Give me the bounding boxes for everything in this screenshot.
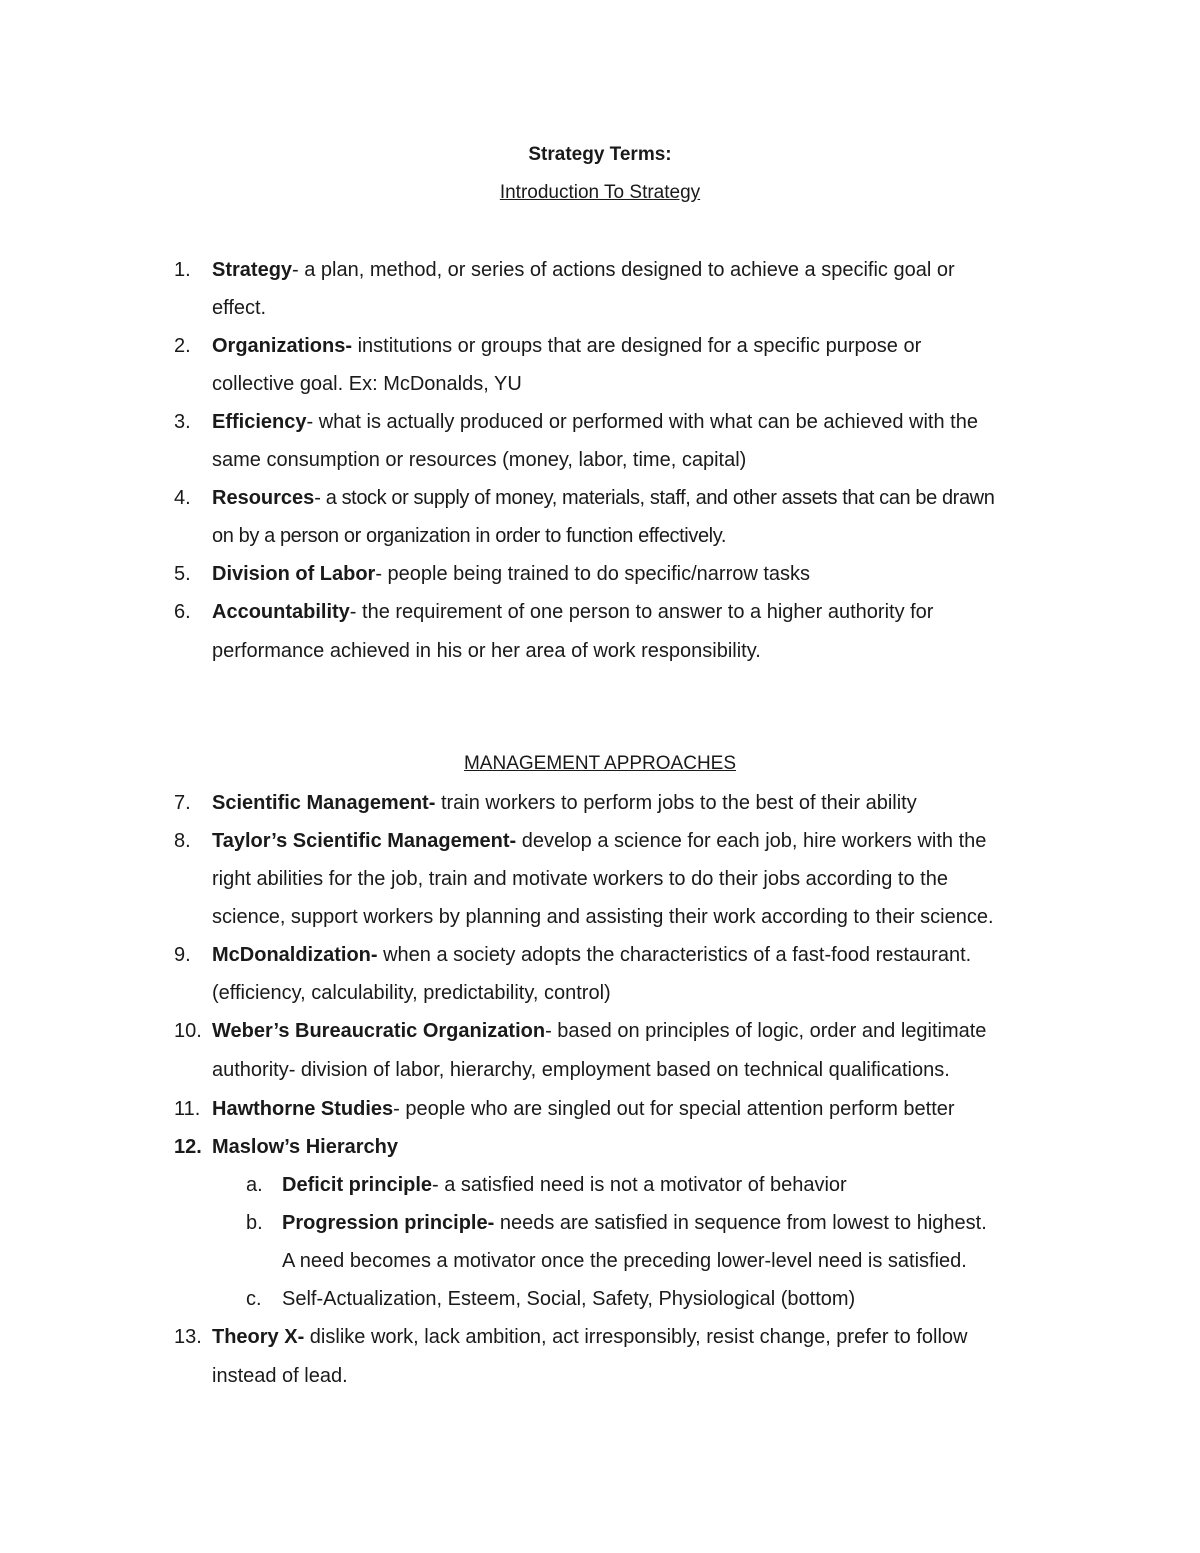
item-continuation: A need becomes a motivator once the preceding lower-level need is satisfied. xyxy=(282,1250,967,1272)
page-subtitle: Introduction To Strategy xyxy=(499,182,701,203)
item-term: Theory X- xyxy=(212,1326,305,1348)
sub-item-letter: b. xyxy=(246,1212,263,1234)
item-number: 13. xyxy=(174,1326,202,1348)
item-term: Taylor’s Scientific Management- xyxy=(212,830,517,852)
item-term: Organizations- xyxy=(212,335,353,357)
item-number: 8. xyxy=(174,830,191,852)
item-definition: train workers to perform jobs to the best of their ability xyxy=(435,792,917,814)
item-definition: - people being trained to do specific/narrow tasks xyxy=(375,563,811,585)
item-number: 4. xyxy=(174,487,191,509)
item-continuation: same consumption or resources (money, labor, time, capital) xyxy=(212,449,747,471)
section-heading: MANAGEMENT APPROACHES xyxy=(463,753,737,774)
item-continuation: authority- division of labor, hierarchy, employment based on technical qualifications. xyxy=(212,1059,950,1081)
item-definition: needs are satisfied in sequence from lowest to highest. xyxy=(494,1212,987,1234)
item-continuation: performance achieved in his or her area of work responsibility. xyxy=(212,640,761,662)
item-definition: - a stock or supply of money, materials, staff, and other assets that can be drawn xyxy=(314,487,995,509)
item-definition: - what is actually produced or performed with what can be achieved with the xyxy=(306,411,978,433)
item-number: 5. xyxy=(174,563,191,585)
item-term: Hawthorne Studies xyxy=(212,1098,394,1120)
item-definition: develop a science for each job, hire workers with the xyxy=(516,830,987,852)
item-term: Maslow’s Hierarchy xyxy=(212,1136,399,1158)
sub-item-letter: c. xyxy=(246,1288,262,1310)
sub-item-letter: a. xyxy=(246,1174,263,1196)
item-term: McDonaldization- xyxy=(212,944,378,966)
item-number: 12. xyxy=(174,1136,202,1158)
item-number: 6. xyxy=(174,601,191,623)
item-continuation: instead of lead. xyxy=(212,1365,348,1387)
item-continuation: science, support workers by planning and assisting their work according to their science. xyxy=(212,906,994,928)
page-title: Strategy Terms: xyxy=(528,144,672,165)
item-term: Strategy xyxy=(212,259,293,281)
item-term: Weber’s Bureaucratic Organization xyxy=(212,1020,546,1042)
item-term: Accountability xyxy=(212,601,350,623)
item-number: 7. xyxy=(174,792,191,814)
item-term: Deficit principle xyxy=(282,1174,433,1196)
item-definition: when a society adopts the characteristics of a fast-food restaurant. xyxy=(377,944,972,966)
item-term: Resources xyxy=(212,487,315,509)
item-term: Efficiency xyxy=(212,411,307,433)
item-number: 3. xyxy=(174,411,191,433)
item-definition: - a satisfied need is not a motivator of behavior xyxy=(432,1174,847,1196)
item-definition: - a plan, method, or series of actions designed to achieve a specific goal or xyxy=(292,259,955,281)
item-number: 2. xyxy=(174,335,191,357)
item-continuation: on by a person or organization in order to function effectively. xyxy=(212,525,726,547)
item-number: 1. xyxy=(174,259,191,281)
item-continuation: right abilities for the job, train and motivate workers to do their jobs according to the xyxy=(212,868,948,890)
item-definition: institutions or groups that are designed for a specific purpose or xyxy=(352,335,922,357)
item-definition: - the requirement of one person to answer to a higher authority for xyxy=(349,601,934,623)
item-definition: - based on principles of logic, order and legitimate xyxy=(545,1020,987,1042)
item-term: Scientific Management- xyxy=(212,792,436,814)
item-definition: dislike work, lack ambition, act irresponsibly, resist change, prefer to follow xyxy=(304,1326,968,1348)
item-definition: - people who are singled out for special attention perform better xyxy=(393,1098,955,1120)
item-term: Progression principle- xyxy=(282,1212,495,1234)
item-continuation: effect. xyxy=(212,297,267,319)
item-continuation: (efficiency, calculability, predictability, control) xyxy=(212,982,611,1004)
item-number: 10. xyxy=(174,1020,202,1042)
item-number: 9. xyxy=(174,944,191,966)
item-definition: Self-Actualization, Esteem, Social, Safety, Physiological (bottom) xyxy=(282,1288,856,1310)
item-number: 11. xyxy=(174,1098,201,1120)
item-term: Division of Labor xyxy=(212,563,376,585)
item-continuation: collective goal. Ex: McDonalds, YU xyxy=(212,373,522,395)
